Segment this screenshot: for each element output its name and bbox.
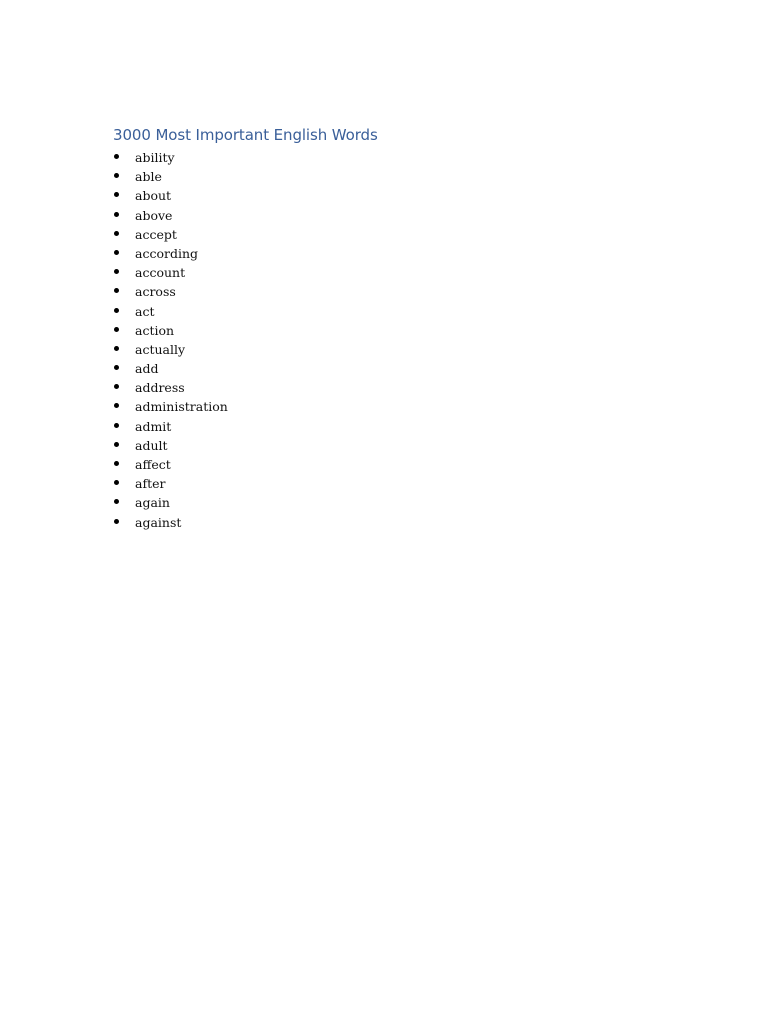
word-text: admit bbox=[135, 418, 172, 434]
bullet-icon bbox=[114, 423, 119, 428]
document-title: 3000 Most Important English Words bbox=[113, 126, 378, 144]
bullet-icon bbox=[114, 461, 119, 466]
word-text: act bbox=[135, 303, 155, 319]
word-text: address bbox=[135, 380, 185, 396]
word-text: action bbox=[135, 322, 175, 338]
word-text: add bbox=[135, 361, 159, 377]
bullet-icon bbox=[114, 269, 119, 274]
word-text: actually bbox=[135, 341, 186, 357]
word-text: able bbox=[135, 169, 162, 185]
bullet-icon bbox=[114, 480, 119, 485]
word-text: affect bbox=[135, 457, 171, 472]
bullet-icon bbox=[114, 308, 119, 313]
word-text: above bbox=[135, 207, 173, 223]
word-text: accept bbox=[135, 226, 177, 242]
bullet-icon bbox=[114, 154, 119, 159]
bullet-icon bbox=[114, 365, 119, 370]
bullet-icon bbox=[114, 519, 119, 524]
word-text: across bbox=[135, 284, 176, 300]
word-text: against bbox=[135, 514, 182, 530]
word-text: again bbox=[135, 495, 170, 511]
word-text: adult bbox=[135, 437, 168, 453]
bullet-icon bbox=[114, 442, 119, 447]
bullet-icon bbox=[114, 231, 119, 236]
bullet-icon bbox=[114, 173, 119, 178]
word-text: account bbox=[135, 265, 186, 281]
word-text: according bbox=[135, 245, 199, 261]
word-text: about bbox=[135, 188, 172, 204]
bullet-icon bbox=[114, 250, 119, 255]
word-text: after bbox=[135, 476, 166, 492]
bullet-icon bbox=[114, 288, 119, 293]
bullet-icon bbox=[114, 384, 119, 389]
bullet-icon bbox=[114, 327, 119, 332]
word-text: administration bbox=[135, 399, 228, 415]
bullet-icon bbox=[114, 403, 119, 408]
bullet-icon bbox=[114, 499, 119, 504]
bullet-icon bbox=[114, 212, 119, 217]
bullet-icon bbox=[114, 346, 119, 351]
bullet-icon bbox=[114, 192, 119, 197]
word-text: ability bbox=[135, 150, 175, 165]
